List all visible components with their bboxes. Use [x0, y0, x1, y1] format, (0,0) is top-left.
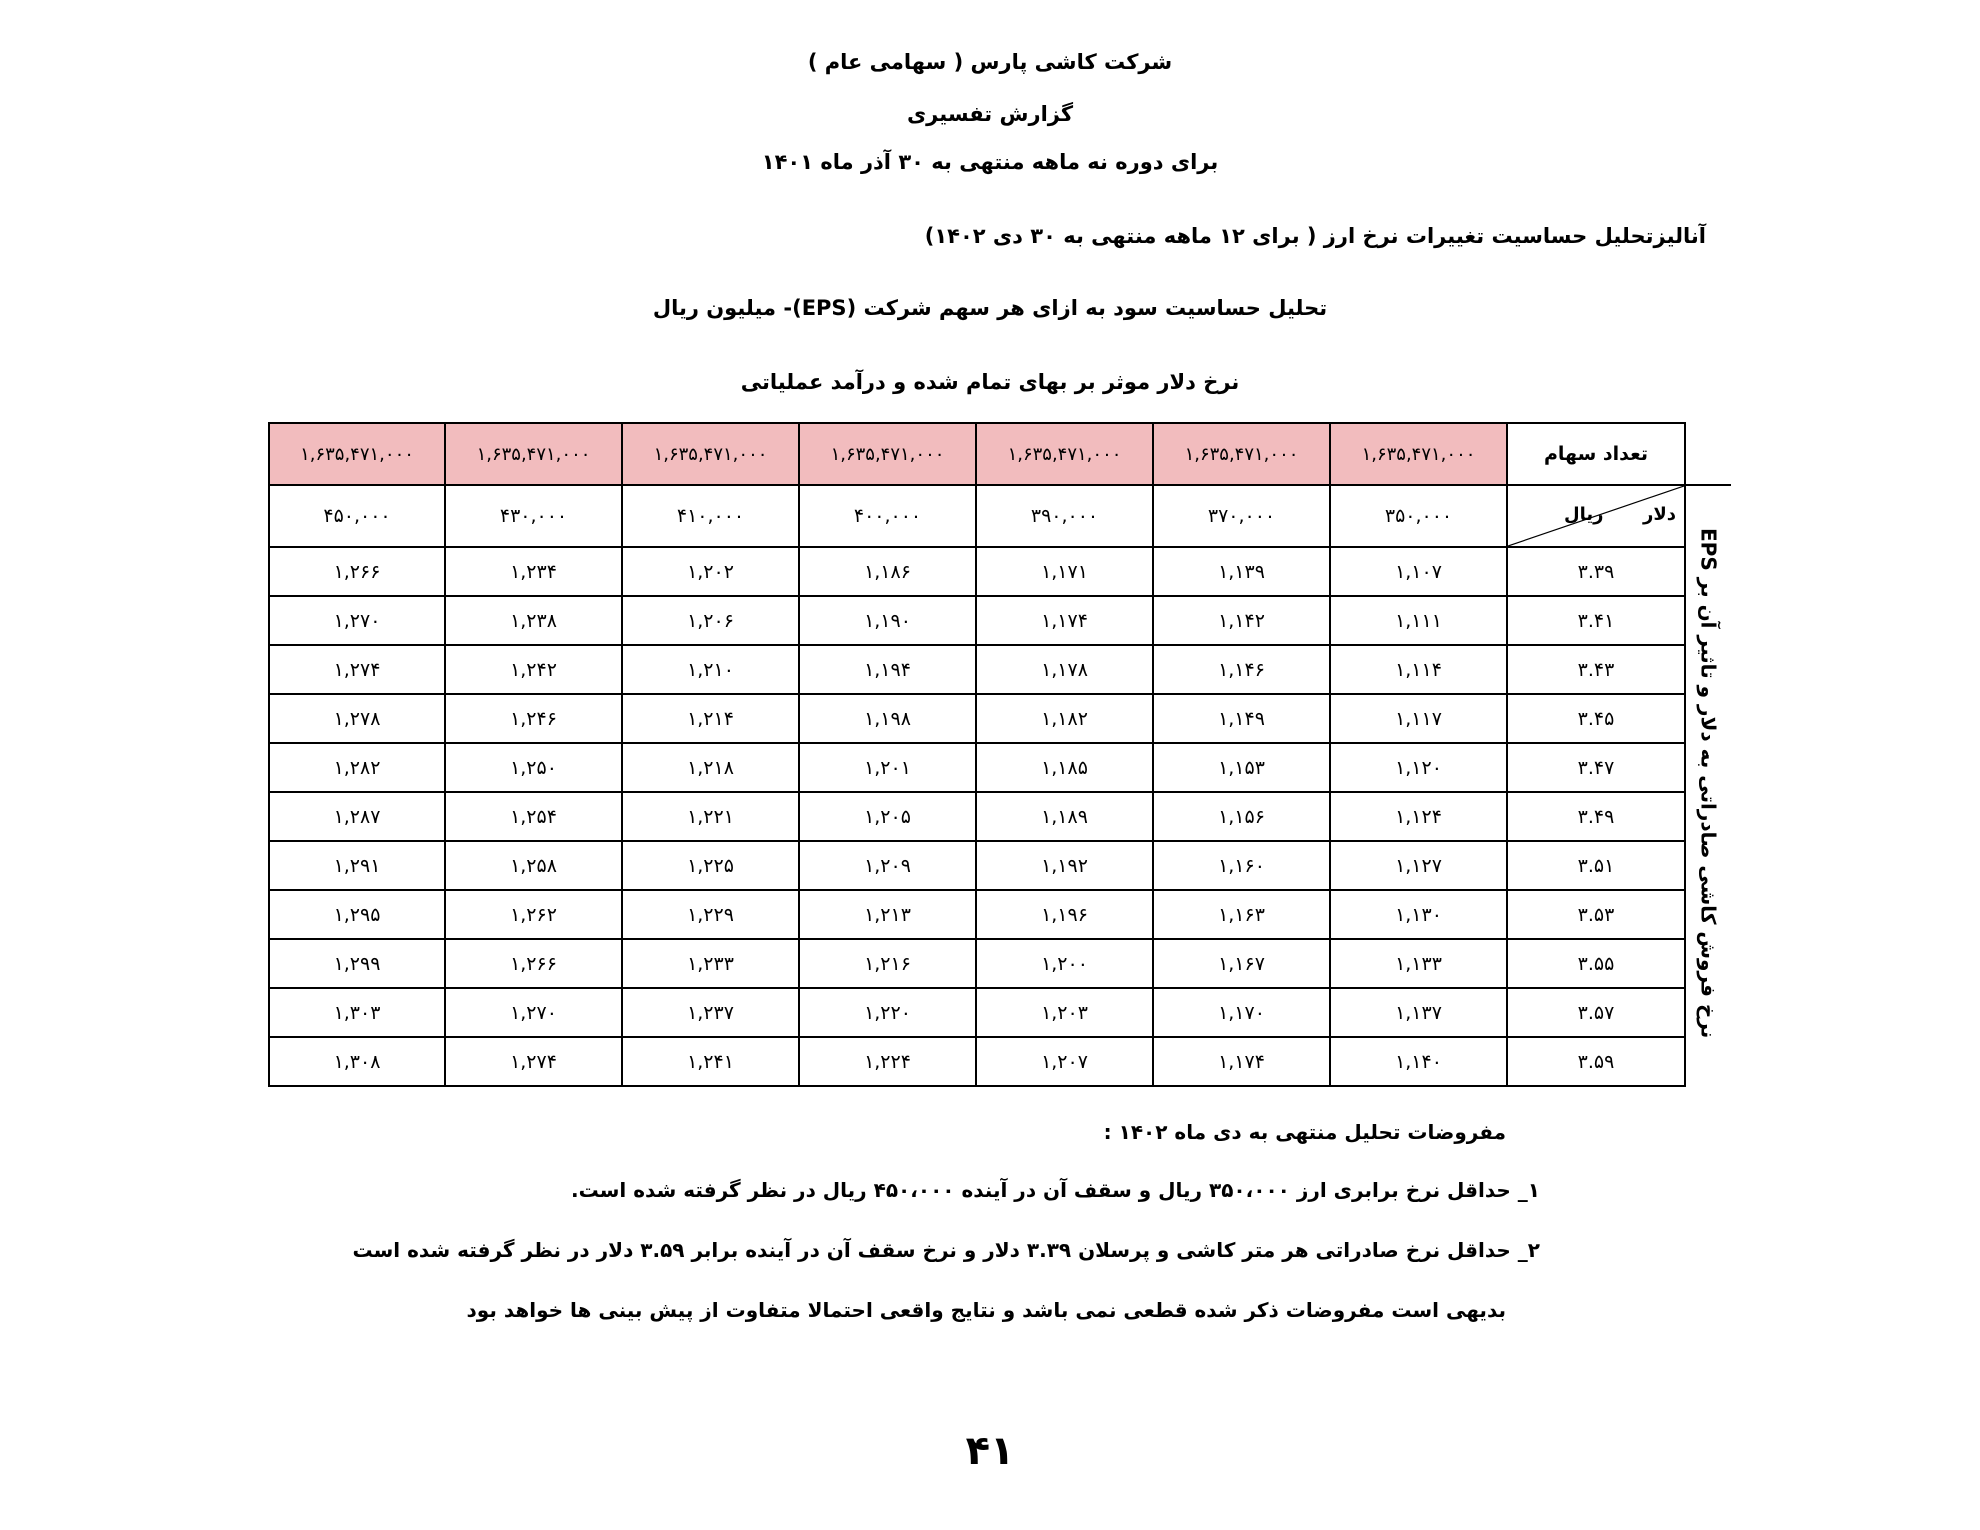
rial-rate-cell: ۴۳۰,۰۰۰	[445, 485, 622, 547]
eps-cell: ۱,۱۹۶	[976, 890, 1153, 939]
usd-rate-cell: ۳.۵۹	[1507, 1037, 1685, 1086]
eps-cell: ۱,۱۳۳	[1330, 939, 1507, 988]
eps-cell: ۱,۱۲۷	[1330, 841, 1507, 890]
eps-cell: ۱,۱۷۸	[976, 645, 1153, 694]
eps-cell: ۱,۲۴۱	[622, 1037, 799, 1086]
table-row	[269, 1037, 1731, 1086]
table-row	[269, 841, 1731, 890]
eps-cell: ۱,۱۸۵	[976, 743, 1153, 792]
usd-rate-cell: ۳.۴۷	[1507, 743, 1685, 792]
eps-cell: ۱,۱۶۷	[1153, 939, 1330, 988]
eps-cell: ۱,۱۹۴	[799, 645, 976, 694]
rial-rate-cell: ۴۵۰,۰۰۰	[269, 485, 445, 547]
eps-cell: ۱,۲۸۲	[269, 743, 445, 792]
table-row	[269, 743, 1731, 792]
eps-cell: ۱,۱۳۰	[1330, 890, 1507, 939]
table-title: تحلیل حساسیت سود به ازای هر سهم شرکت (EPS)- میلیون ریال	[652, 296, 1328, 320]
sensitivity-table	[268, 422, 1731, 1087]
eps-cell: ۱,۱۶۰	[1153, 841, 1330, 890]
eps-cell: ۱,۳۰۳	[269, 988, 445, 1037]
eps-cell: ۱,۱۰۷	[1330, 547, 1507, 596]
eps-cell: ۱,۲۰۰	[976, 939, 1153, 988]
eps-cell: ۱,۱۵۶	[1153, 792, 1330, 841]
rial-rate-cell: ۳۹۰,۰۰۰	[976, 485, 1153, 547]
usd-rate-cell: ۳.۴۵	[1507, 694, 1685, 743]
eps-cell: ۱,۳۰۸	[269, 1037, 445, 1086]
eps-cell: ۱,۲۵۰	[445, 743, 622, 792]
eps-cell: ۱,۲۲۱	[622, 792, 799, 841]
eps-cell: ۱,۱۴۶	[1153, 645, 1330, 694]
eps-cell: ۱,۲۷۸	[269, 694, 445, 743]
eps-cell: ۱,۲۸۷	[269, 792, 445, 841]
assumptions-title: مفروضات تحلیل منتهی به دی ماه ۱۴۰۲ :	[1103, 1120, 1506, 1144]
side-label: نرخ فروش کاشی صادراتی به دلار و تاثیر آن بر EPS	[1696, 528, 1721, 1039]
eps-cell: ۱,۲۳۷	[622, 988, 799, 1037]
eps-cell: ۱,۲۳۳	[622, 939, 799, 988]
side-label-cell	[1685, 485, 1731, 1086]
eps-cell: ۱,۲۹۱	[269, 841, 445, 890]
corner-cell	[1507, 485, 1685, 547]
eps-cell: ۱,۱۵۳	[1153, 743, 1330, 792]
usd-rate-cell: ۳.۴۹	[1507, 792, 1685, 841]
assumption-note-2: ۲_ حداقل نرخ صادراتی هر متر کاشی و پرسلان ۳.۳۹ دلار و نرخ سقف آن در آینده برابر ۳.۵۹ دلار در نظر گرفته شده است	[352, 1238, 1540, 1262]
shares-row	[269, 423, 1731, 485]
table-row	[269, 547, 1731, 596]
usd-rate-cell: ۳.۳۹	[1507, 547, 1685, 596]
usd-rate-cell: ۳.۴۱	[1507, 596, 1685, 645]
eps-cell: ۱,۲۱۳	[799, 890, 976, 939]
eps-cell: ۱,۱۳۹	[1153, 547, 1330, 596]
eps-cell: ۱,۲۰۳	[976, 988, 1153, 1037]
section-title: آنالیزتحلیل حساسیت تغییرات نرخ ارز ( برای ۱۲ ماهه منتهی به ۳۰ دی ۱۴۰۲)	[924, 224, 1706, 248]
eps-cell: ۱,۲۰۶	[622, 596, 799, 645]
table-row	[269, 596, 1731, 645]
eps-cell: ۱,۲۶۲	[445, 890, 622, 939]
eps-cell: ۱,۲۷۴	[269, 645, 445, 694]
usd-rate-cell: ۳.۵۱	[1507, 841, 1685, 890]
rial-rate-cell: ۴۱۰,۰۰۰	[622, 485, 799, 547]
eps-cell: ۱,۲۴۶	[445, 694, 622, 743]
eps-cell: ۱,۲۵۴	[445, 792, 622, 841]
eps-cell: ۱,۲۳۸	[445, 596, 622, 645]
shares-label: تعداد سهام	[1507, 423, 1685, 485]
rial-rate-row	[269, 485, 1731, 547]
eps-cell: ۱,۲۱۴	[622, 694, 799, 743]
table-row	[269, 645, 1731, 694]
eps-cell: ۱,۲۷۰	[445, 988, 622, 1037]
eps-cell: ۱,۲۴۲	[445, 645, 622, 694]
eps-cell: ۱,۱۸۲	[976, 694, 1153, 743]
eps-cell: ۱,۲۱۶	[799, 939, 976, 988]
usd-rate-cell: ۳.۵۵	[1507, 939, 1685, 988]
eps-cell: ۱,۲۰۷	[976, 1037, 1153, 1086]
report-type: گزارش تفسیری	[906, 102, 1074, 126]
eps-cell: ۱,۱۸۶	[799, 547, 976, 596]
eps-cell: ۱,۲۶۶	[445, 939, 622, 988]
usd-rate-cell: ۳.۵۳	[1507, 890, 1685, 939]
table-row	[269, 890, 1731, 939]
eps-cell: ۱,۱۴۲	[1153, 596, 1330, 645]
eps-cell: ۱,۲۳۴	[445, 547, 622, 596]
eps-cell: ۱,۱۱۷	[1330, 694, 1507, 743]
shares-cell: ۱,۶۳۵,۴۷۱,۰۰۰	[976, 423, 1153, 485]
corner-usd-label: دلار	[1642, 504, 1676, 525]
eps-cell: ۱,۱۴۰	[1330, 1037, 1507, 1086]
eps-cell: ۱,۱۸۹	[976, 792, 1153, 841]
eps-cell: ۱,۱۷۴	[976, 596, 1153, 645]
eps-cell: ۱,۱۹۲	[976, 841, 1153, 890]
eps-cell: ۱,۲۵۸	[445, 841, 622, 890]
eps-cell: ۱,۱۲۰	[1330, 743, 1507, 792]
rial-rate-cell: ۴۰۰,۰۰۰	[799, 485, 976, 547]
rial-rate-cell: ۳۷۰,۰۰۰	[1153, 485, 1330, 547]
table-row	[269, 939, 1731, 988]
eps-cell: ۱,۲۲۴	[799, 1037, 976, 1086]
eps-cell: ۱,۲۱۰	[622, 645, 799, 694]
side-cell-top	[1685, 423, 1731, 485]
eps-cell: ۱,۲۰۲	[622, 547, 799, 596]
eps-cell: ۱,۲۷۰	[269, 596, 445, 645]
shares-cell: ۱,۶۳۵,۴۷۱,۰۰۰	[1153, 423, 1330, 485]
eps-cell: ۱,۲۱۸	[622, 743, 799, 792]
shares-cell: ۱,۶۳۵,۴۷۱,۰۰۰	[445, 423, 622, 485]
corner-rial-label: ریال	[1564, 504, 1604, 525]
rial-rate-cell: ۳۵۰,۰۰۰	[1330, 485, 1507, 547]
eps-cell: ۱,۱۷۴	[1153, 1037, 1330, 1086]
eps-cell: ۱,۱۲۴	[1330, 792, 1507, 841]
eps-cell: ۱,۱۳۷	[1330, 988, 1507, 1037]
eps-cell: ۱,۲۲۹	[622, 890, 799, 939]
eps-cell: ۱,۲۲۰	[799, 988, 976, 1037]
page-number: ۴۱	[965, 1428, 1015, 1474]
eps-cell: ۱,۱۱۱	[1330, 596, 1507, 645]
eps-cell: ۱,۱۴۹	[1153, 694, 1330, 743]
usd-rate-cell: ۳.۵۷	[1507, 988, 1685, 1037]
eps-cell: ۱,۱۹۸	[799, 694, 976, 743]
shares-cell: ۱,۶۳۵,۴۷۱,۰۰۰	[1330, 423, 1507, 485]
shares-cell: ۱,۶۳۵,۴۷۱,۰۰۰	[269, 423, 445, 485]
eps-cell: ۱,۱۱۴	[1330, 645, 1507, 694]
table-subtitle: نرخ دلار موثر بر بهای تمام شده و درآمد عملیاتی	[740, 370, 1240, 394]
eps-cell: ۱,۲۷۴	[445, 1037, 622, 1086]
eps-cell: ۱,۲۰۹	[799, 841, 976, 890]
table-row	[269, 792, 1731, 841]
company-name: شرکت کاشی پارس ( سهامی عام )	[807, 50, 1173, 74]
eps-cell: ۱,۱۷۱	[976, 547, 1153, 596]
eps-cell: ۱,۲۰۵	[799, 792, 976, 841]
eps-cell: ۱,۱۹۰	[799, 596, 976, 645]
eps-cell: ۱,۱۶۳	[1153, 890, 1330, 939]
assumption-note-3: بدیهی است مفروضات ذکر شده قطعی نمی باشد و نتایج واقعی احتمالا متفاوت از پیش بینی ها خواهد بود	[466, 1298, 1506, 1322]
eps-cell: ۱,۲۹۹	[269, 939, 445, 988]
eps-cell: ۱,۱۷۰	[1153, 988, 1330, 1037]
eps-cell: ۱,۲۶۶	[269, 547, 445, 596]
shares-cell: ۱,۶۳۵,۴۷۱,۰۰۰	[622, 423, 799, 485]
eps-cell: ۱,۲۰۱	[799, 743, 976, 792]
eps-cell: ۱,۲۹۵	[269, 890, 445, 939]
assumption-note-1: ۱_ حداقل نرخ برابری ارز ۳۵۰،۰۰۰ ریال و سقف آن در آینده ۴۵۰،۰۰۰ ریال در نظر گرفته شده است.	[570, 1178, 1540, 1202]
table-row	[269, 694, 1731, 743]
usd-rate-cell: ۳.۴۳	[1507, 645, 1685, 694]
shares-cell: ۱,۶۳۵,۴۷۱,۰۰۰	[799, 423, 976, 485]
eps-cell: ۱,۲۲۵	[622, 841, 799, 890]
table-row	[269, 988, 1731, 1037]
report-period: برای دوره نه ماهه منتهی به ۳۰ آذر ماه ۱۴۰۱	[761, 150, 1219, 174]
